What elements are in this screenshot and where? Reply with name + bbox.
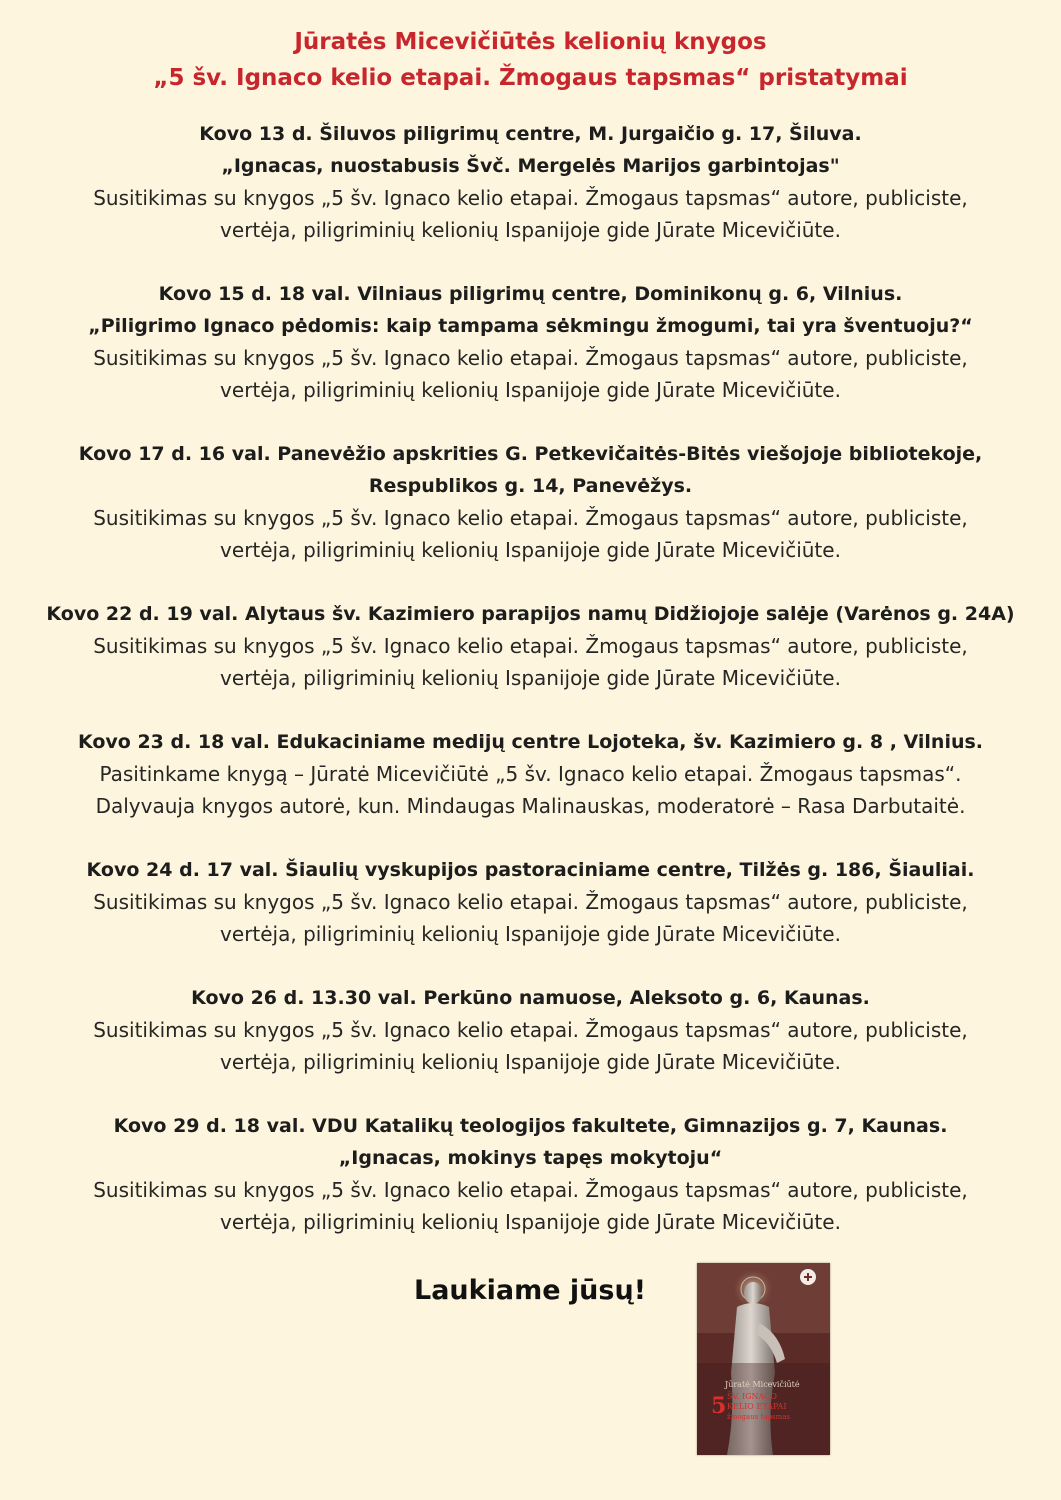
title-line-1: Jūratės Micevičiūtės kelionių knygos: [294, 29, 767, 55]
event-description: Susitikimas su knygos „5 šv. Ignaco kelio etapai. Žmogaus tapsmas“ autore, publiciste,: [93, 1178, 968, 1202]
event-heading: Kovo 23 d. 18 val. Edukaciniame medijų centre Lojoteka, šv. Kazimiero g. 8 , Vilnius.: [77, 731, 984, 753]
book-cover-image: [697, 1263, 830, 1455]
event-description: vertėja, piligriminių kelionių Ispanijoje gide Jūrate Micevičiūte.: [220, 922, 841, 946]
svg-text:žmogaus tapsmas: žmogaus tapsmas: [727, 1413, 790, 1421]
event-list: [0, 118, 1061, 1270]
event-heading: Kovo 22 d. 19 val. Alytaus šv. Kazimiero parapijos namų Didžiojoje salėje (Varėnos g. 24A): [46, 603, 1015, 625]
svg-text:Jūratė Micevičiūtė: Jūratė Micevičiūtė: [725, 1380, 800, 1389]
event-6: [0, 854, 1061, 950]
event-8: [0, 1110, 1061, 1238]
event-description: Susitikimas su knygos „5 šv. Ignaco kelio etapai. Žmogaus tapsmas“ autore, publiciste,: [93, 186, 968, 210]
event-description: Pasitinkame knygą – Jūratė Micevičiūtė „5 šv. Ignaco kelio etapai. Žmogaus tapsmas“.: [99, 762, 962, 786]
event-subheading: „Ignacas, mokinys tapęs mokytoju“: [338, 1147, 723, 1169]
event-heading: Kovo 17 d. 16 val. Panevėžio apskrities G. Petkevičaitės-Bitės viešojoje bibliotekoje,: [78, 443, 983, 465]
event-description: Susitikimas su knygos „5 šv. Ignaco kelio etapai. Žmogaus tapsmas“ autore, publiciste,: [93, 634, 968, 658]
event-description: Susitikimas su knygos „5 šv. Ignaco kelio etapai. Žmogaus tapsmas“ autore, publiciste,: [93, 346, 968, 370]
event-description: Susitikimas su knygos „5 šv. Ignaco kelio etapai. Žmogaus tapsmas“ autore, publiciste,: [93, 506, 968, 530]
page-title: [0, 24, 1061, 96]
event-subheading: „Ignacas, nuostabusis Švč. Mergelės Marijos garbintojas": [221, 155, 840, 177]
event-subheading: „Piligrimo Ignaco pėdomis: kaip tampama sėkmingu žmogumi, tai yra šventuoju?“: [88, 315, 973, 337]
event-4: [0, 598, 1061, 694]
event-description: Dalyvauja knygos autorė, kun. Mindaugas Malinauskas, moderatorė – Rasa Darbutaitė.: [95, 794, 966, 818]
event-heading: Kovo 24 d. 17 val. Šiaulių vyskupijos pastoraciniame centre, Tilžės g. 186, Šiauliai.: [86, 859, 975, 881]
event-heading: Kovo 13 d. Šiluvos piligrimų centre, M. Jurgaičio g. 17, Šiluva.: [199, 123, 862, 145]
title-line-2: „5 šv. Ignaco kelio etapai. Žmogaus tapsmas“ pristatymai: [153, 65, 908, 91]
event-heading: Kovo 29 d. 18 val. VDU Katalikų teologijos fakultete, Gimnazijos g. 7, Kaunas.: [113, 1115, 948, 1137]
svg-text:ŠV. IGNACO: ŠV. IGNACO: [727, 1392, 777, 1401]
event-heading: Kovo 15 d. 18 val. Vilniaus piligrimų centre, Dominikonų g. 6, Vilnius.: [158, 283, 903, 305]
event-5: [0, 726, 1061, 822]
event-1: [0, 118, 1061, 246]
event-description: vertėja, piligriminių kelionių Ispanijoje gide Jūrate Micevičiūte.: [220, 538, 841, 562]
event-heading: Kovo 26 d. 13.30 val. Perkūno namuose, Aleksoto g. 6, Kaunas.: [191, 987, 870, 1009]
event-description: vertėja, piligriminių kelionių Ispanijoje gide Jūrate Micevičiūte.: [220, 378, 841, 402]
event-7: [0, 982, 1061, 1078]
closing-text: Laukiame jūsų!: [414, 1275, 647, 1306]
event-description: vertėja, piligriminių kelionių Ispanijoje gide Jūrate Micevičiūte.: [220, 1050, 841, 1074]
event-description: vertėja, piligriminių kelionių Ispanijoje gide Jūrate Micevičiūte.: [220, 218, 841, 242]
event-3: [0, 438, 1061, 566]
event-2: [0, 278, 1061, 406]
svg-text:5: 5: [711, 1393, 727, 1419]
event-description: vertėja, piligriminių kelionių Ispanijoje gide Jūrate Micevičiūte.: [220, 1210, 841, 1234]
event-subheading: Respublikos g. 14, Panevėžys.: [368, 475, 693, 497]
book-cover-illustration: [697, 1263, 830, 1455]
svg-text:KELIO ETAPAI: KELIO ETAPAI: [727, 1402, 787, 1411]
event-description: Susitikimas su knygos „5 šv. Ignaco kelio etapai. Žmogaus tapsmas“ autore, publiciste,: [93, 890, 968, 914]
event-description: vertėja, piligriminių kelionių Ispanijoje gide Jūrate Micevičiūte.: [220, 666, 841, 690]
event-description: Susitikimas su knygos „5 šv. Ignaco kelio etapai. Žmogaus tapsmas“ autore, publiciste,: [93, 1018, 968, 1042]
